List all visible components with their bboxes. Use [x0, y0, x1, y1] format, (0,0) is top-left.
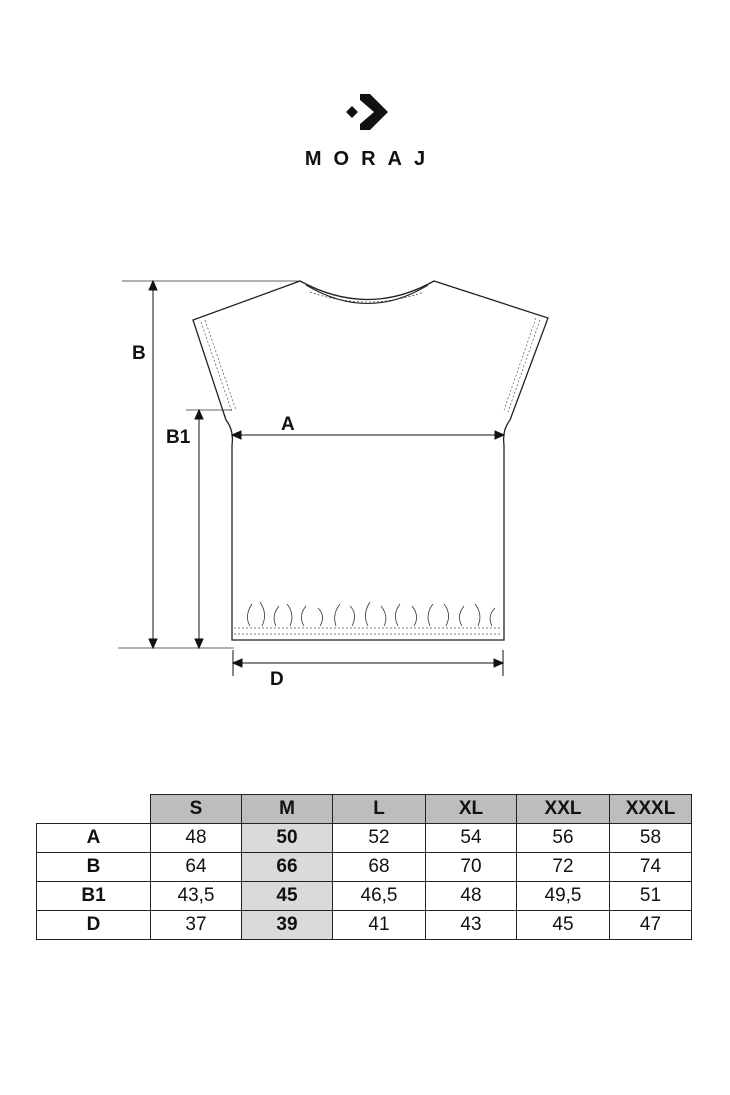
garment-diagram — [0, 240, 730, 700]
table-row — [37, 911, 692, 940]
table-cell: 50 — [242, 824, 333, 853]
table-cell: 51 — [610, 882, 692, 911]
dimension-b1 — [195, 410, 203, 648]
label-a: A — [281, 414, 295, 435]
size-header: XL — [426, 795, 517, 824]
size-header: M — [242, 795, 333, 824]
table-cell: 47 — [610, 911, 692, 940]
table-cell: 49,5 — [517, 882, 610, 911]
table-cell: 48 — [151, 824, 242, 853]
table-cell: 70 — [426, 853, 517, 882]
tshirt-outline — [193, 281, 548, 640]
moraj-logo-icon — [340, 90, 392, 134]
table-cell: 45 — [242, 882, 333, 911]
row-label: B — [37, 853, 151, 882]
row-label: B1 — [37, 882, 151, 911]
table-cell: 52 — [333, 824, 426, 853]
size-header: S — [151, 795, 242, 824]
table-cell: 48 — [426, 882, 517, 911]
table-cell: 66 — [242, 853, 333, 882]
table-row — [37, 824, 692, 853]
row-label: D — [37, 911, 151, 940]
table-cell: 43,5 — [151, 882, 242, 911]
table-cell: 58 — [610, 824, 692, 853]
table-cell: 46,5 — [333, 882, 426, 911]
size-header: XXL — [517, 795, 610, 824]
size-header: XXXL — [610, 795, 692, 824]
label-b: B — [132, 343, 146, 364]
brand-name: MORAJ — [304, 148, 438, 170]
neckline — [306, 285, 428, 304]
table-cell: 68 — [333, 853, 426, 882]
dimension-a — [232, 431, 504, 439]
row-label: A — [37, 824, 151, 853]
table-cell: 41 — [333, 911, 426, 940]
table-cell: 74 — [610, 853, 692, 882]
table-cell: 45 — [517, 911, 610, 940]
size-header: L — [333, 795, 426, 824]
table-row — [37, 882, 692, 911]
hem-gathers — [247, 602, 495, 626]
brand-logo — [0, 88, 730, 178]
size-table — [36, 794, 692, 940]
table-cell: 64 — [151, 853, 242, 882]
dimension-b — [149, 281, 157, 648]
table-row — [37, 853, 692, 882]
label-b1: B1 — [166, 427, 191, 448]
table-cell: 72 — [517, 853, 610, 882]
table-cell: 39 — [242, 911, 333, 940]
table-cell: 54 — [426, 824, 517, 853]
size-header-row — [37, 795, 692, 824]
label-d: D — [270, 669, 284, 690]
table-cell: 56 — [517, 824, 610, 853]
table-cell: 43 — [426, 911, 517, 940]
table-cell: 37 — [151, 911, 242, 940]
table-corner — [37, 795, 151, 824]
